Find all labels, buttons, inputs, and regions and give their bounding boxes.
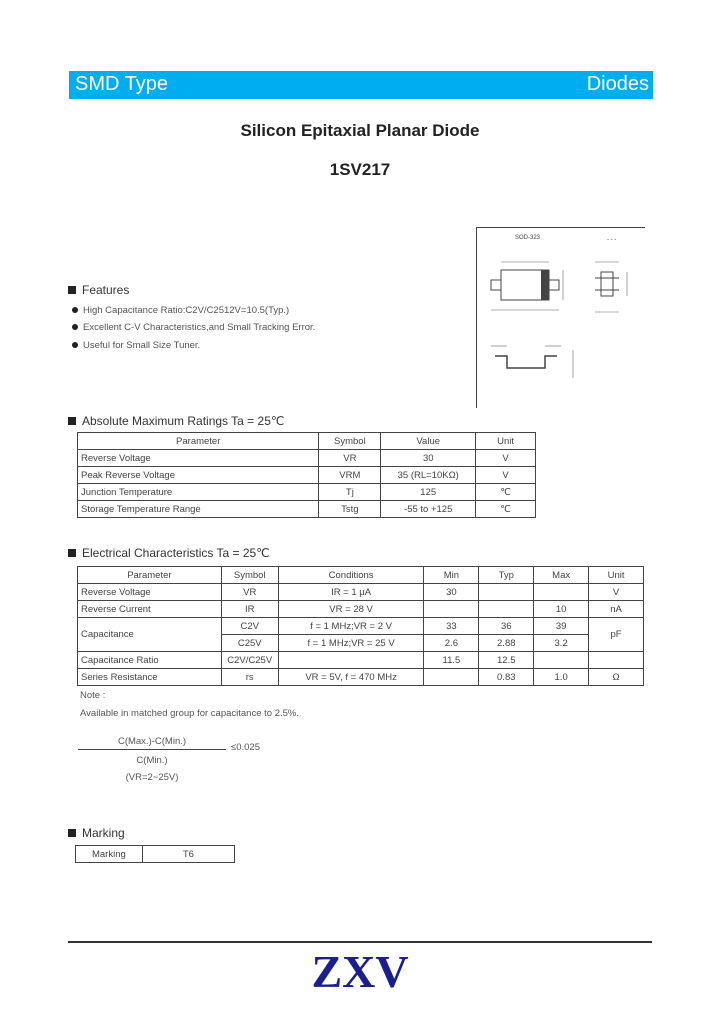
- table-header-row: Parameter Symbol Conditions Min Typ Max Unit: [78, 567, 644, 584]
- feature-item: Excellent C-V Characteristics,and Small Tracking Error.: [72, 322, 315, 333]
- square-bullet-icon: [68, 286, 76, 294]
- marking-heading: Marking: [68, 826, 125, 840]
- logo-text: ZXV: [311, 946, 409, 994]
- formula-condition: (VR=2~25V): [125, 772, 179, 783]
- square-bullet-icon: [68, 549, 76, 557]
- abs-max-heading: Absolute Maximum Ratings Ta = 25℃: [68, 414, 284, 428]
- square-bullet-icon: [68, 417, 76, 425]
- part-number: 1SV217: [329, 160, 391, 179]
- table-row: Capacitance Ratio C2V/C25V 11.5 12.5: [78, 652, 644, 669]
- formula-numerator: C(Max.)-C(Min.): [117, 736, 187, 747]
- bullet-icon: [72, 307, 78, 313]
- abs-max-table: [77, 432, 536, 518]
- formula-denominator: C(Min.): [136, 755, 168, 766]
- table-row: Junction Temperature Tj 125 ℃: [78, 484, 536, 501]
- svg-text:- - -: - - -: [607, 237, 617, 243]
- logo-svg: [290, 944, 430, 994]
- bullet-icon: [72, 342, 78, 348]
- square-bullet-icon: [68, 829, 76, 837]
- footer-rule: [68, 941, 652, 943]
- table-row: C25V f = 1 MHz;VR = 25 V 2.6 2.88 3.2: [78, 635, 644, 652]
- table-header-row: [78, 433, 536, 450]
- col-header: Symbol: [319, 433, 381, 450]
- table-row: Series Resistance rs VR = 5V, f = 470 MHz 0.83 1.0 Ω: [78, 669, 644, 686]
- marking-value: T6: [142, 846, 234, 863]
- table-row: [76, 846, 235, 863]
- formula-divider: [78, 749, 226, 750]
- note-text: Available in matched group for capacitance to 2.5%.: [80, 708, 299, 719]
- page-title: Silicon Epitaxial Planar Diode: [240, 121, 480, 140]
- table-row: Peak Reverse Voltage VRM 35 (RL=10KΩ) V: [78, 467, 536, 484]
- feature-item: Useful for Small Size Tuner.: [72, 340, 200, 351]
- marking-table: [75, 845, 235, 863]
- package-drawing: [476, 227, 645, 408]
- feature-item: High Capacitance Ratio:C2V/C2512V=10.5(Typ.): [72, 305, 289, 316]
- package-outline-svg: [477, 228, 645, 408]
- features-heading: Features: [68, 283, 129, 297]
- formula-result: ≤0.025: [231, 742, 260, 753]
- header-type: SMD Type: [75, 73, 168, 95]
- package-label: SOD-323: [515, 235, 541, 241]
- header-category: Diodes: [586, 73, 649, 95]
- company-logo: [0, 944, 720, 999]
- note-label: Note :: [80, 690, 106, 701]
- elec-heading: Electrical Characteristics Ta = 25℃: [68, 546, 270, 560]
- table-row: Reverse Voltage VR 30 V: [78, 450, 536, 467]
- elec-table: [77, 566, 644, 686]
- col-header: Parameter: [78, 433, 319, 450]
- table-row: Reverse Current IR VR = 28 V 10 nA: [78, 601, 644, 618]
- header-bar: [69, 71, 653, 99]
- col-header: Value: [381, 433, 476, 450]
- table-row: Storage Temperature Range Tstg -55 to +125 ℃: [78, 501, 536, 518]
- table-row: Capacitance C2V f = 1 MHz;VR = 2 V 33 36 39 pF: [78, 618, 644, 635]
- table-row: Reverse Voltage VR IR = 1 μA 30 V: [78, 584, 644, 601]
- marking-label: Marking: [76, 846, 143, 863]
- bullet-icon: [72, 324, 78, 330]
- col-header: Unit: [476, 433, 536, 450]
